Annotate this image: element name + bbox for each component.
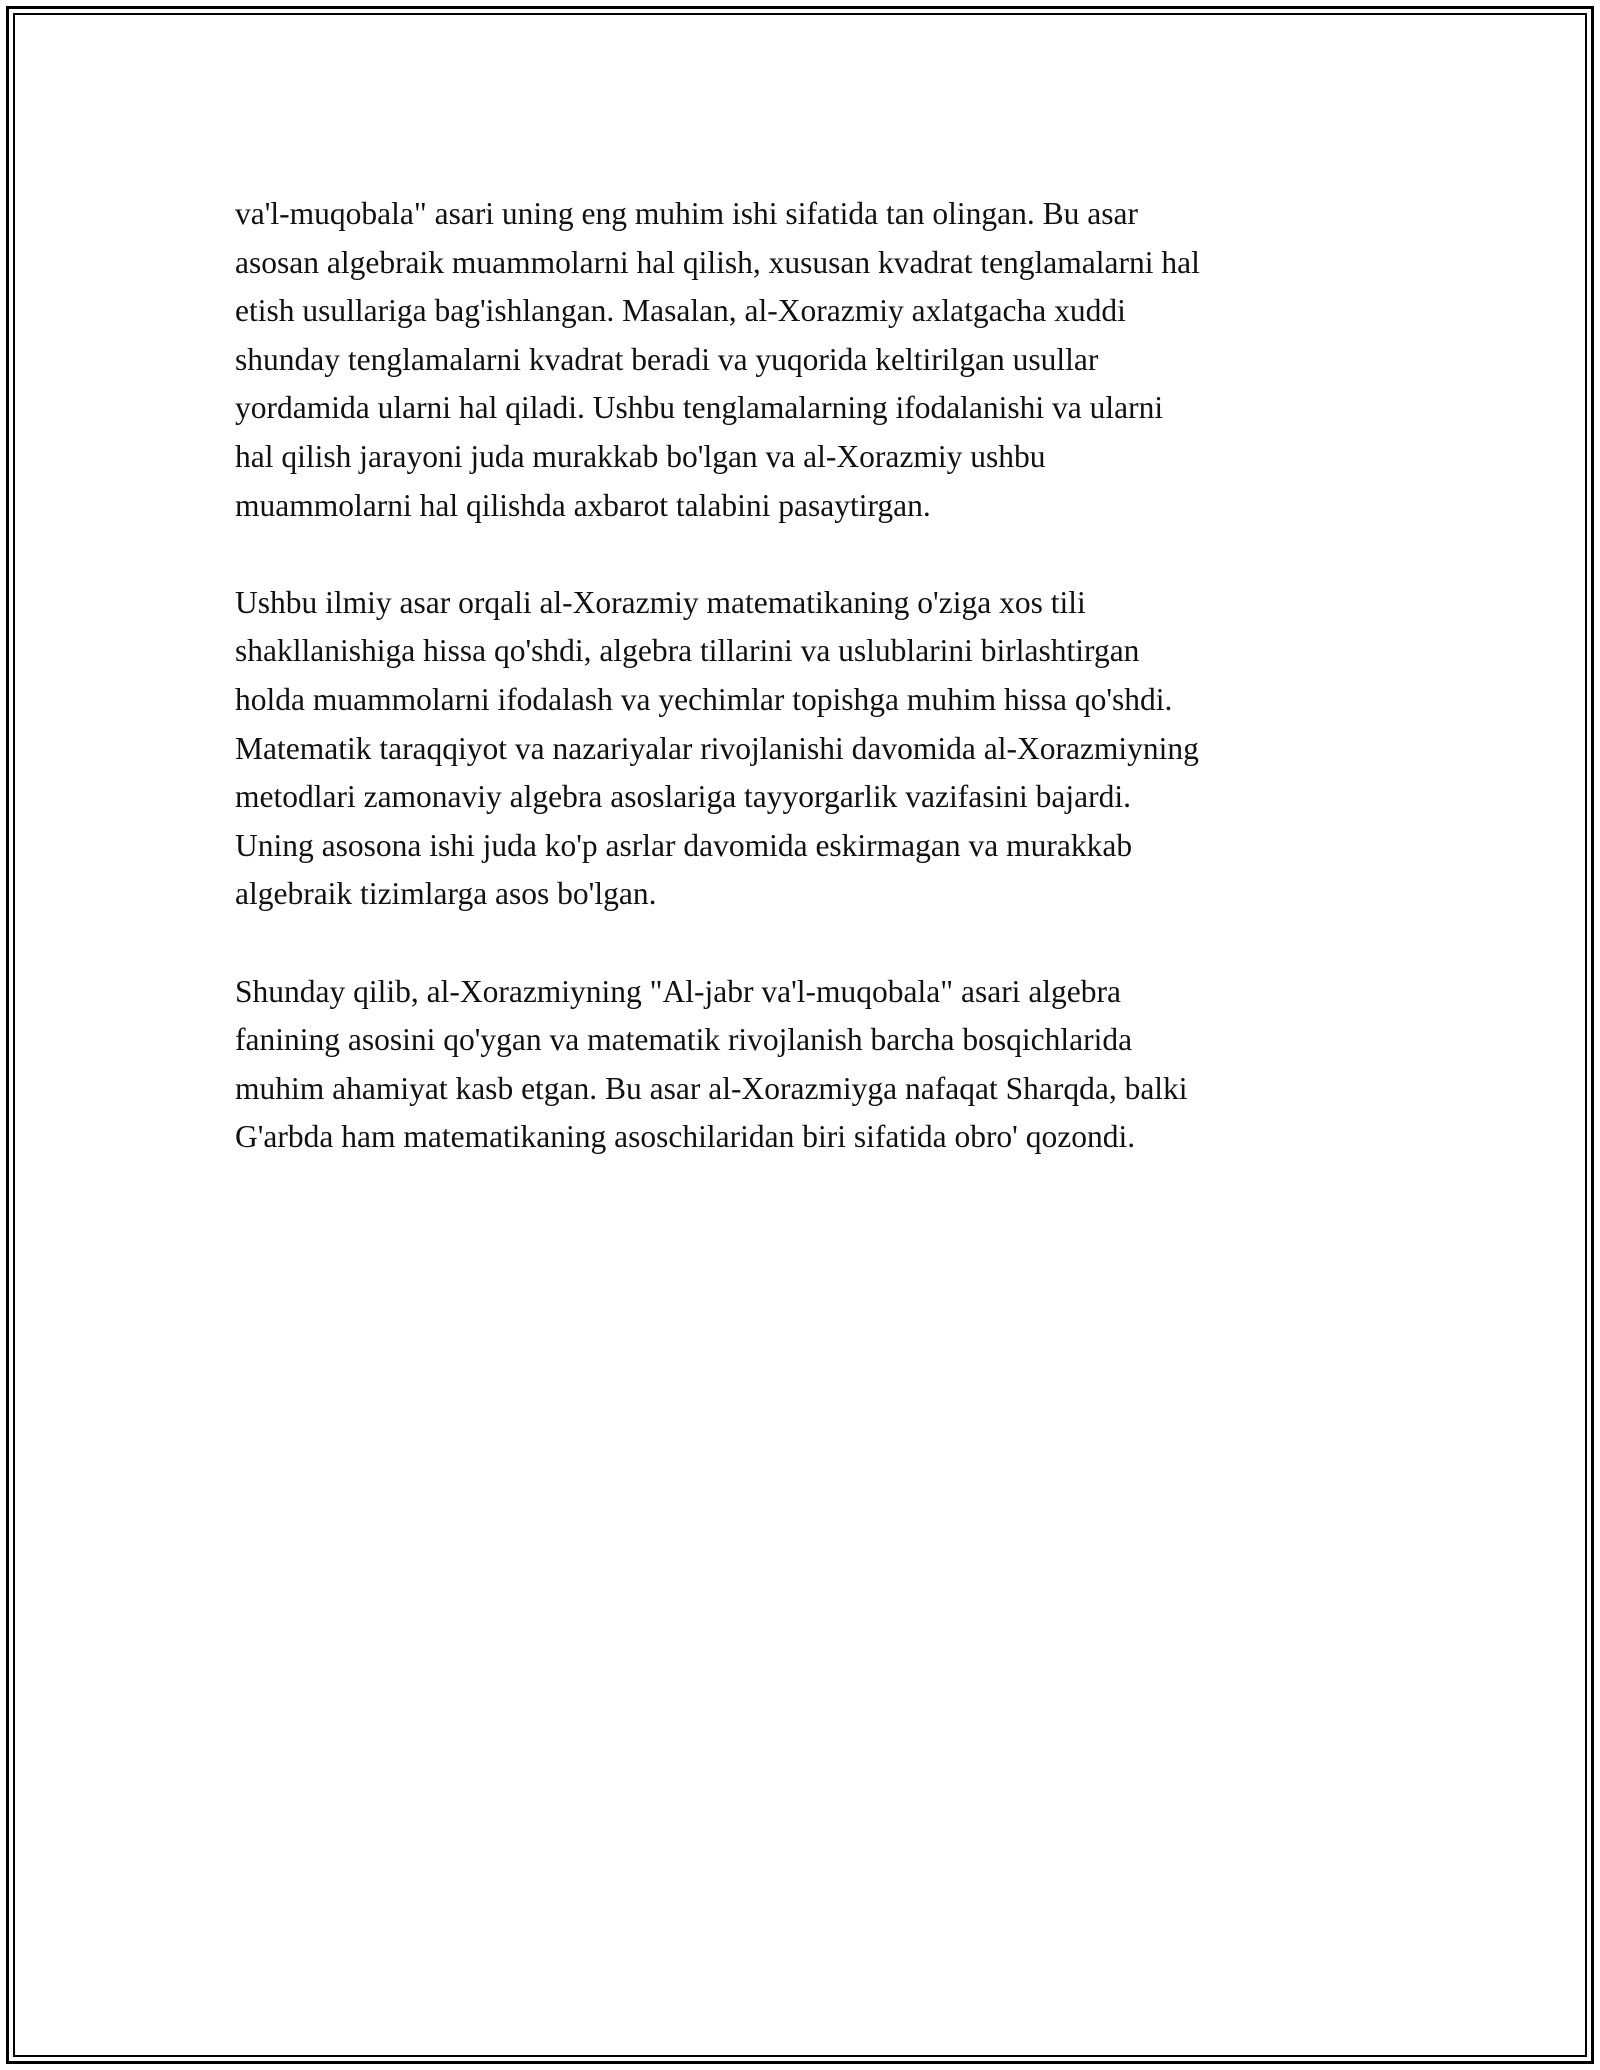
text-line: muammolarni hal qilishda axbarot talabini pasaytirgan. <box>235 487 931 523</box>
text-line: Shunday qilib, al-Xorazmiyning "Al-jabr va'l-muqobala" asari algebra <box>235 973 1121 1009</box>
text-line: G'arbda ham matematikaning asoschilaridan biri sifatida obro' qozondi. <box>235 1119 1136 1155</box>
text-line: asosan algebraik muammolarni hal qilish, xususan kvadrat tenglamalarni hal <box>235 244 1200 280</box>
text-line: yordamida ularni hal qiladi. Ushbu tenglamalarning ifodalanishi va ularni <box>235 390 1164 426</box>
text-line: Uning asosona ishi juda ko'p asrlar davomida eskirmagan va murakkab <box>235 827 1133 863</box>
text-line: shakllanishiga hissa qo'shdi, algebra tillarini va uslublarini birlashtirgan <box>235 633 1140 669</box>
text-line: metodlari zamonaviy algebra asoslariga tayyorgarlik vazifasini bajardi. <box>235 779 1131 815</box>
paragraph-3 <box>235 968 1375 1162</box>
text-line: Ushbu ilmiy asar orqali al-Xorazmiy matematikaning o'ziga xos tili <box>235 584 1086 620</box>
paragraph-1 <box>235 190 1375 530</box>
text-line: muhim ahamiyat kasb etgan. Bu asar al-Xorazmiyga nafaqat Sharqda, balki <box>235 1070 1188 1106</box>
text-line: shunday tenglamalarni kvadrat beradi va yuqorida keltirilgan usullar <box>235 341 1099 377</box>
text-line: va'l-muqobala" asari uning eng muhim ishi sifatida tan olingan. Bu asar <box>235 196 1138 231</box>
document-body <box>235 190 1375 1210</box>
text-line: fanining asosini qo'ygan va matematik rivojlanish barcha bosqichlarida <box>235 1022 1133 1058</box>
text-line: hal qilish jarayoni juda murakkab bo'lgan va al-Xorazmiy ushbu <box>235 438 1046 474</box>
text-line: Matematik taraqqiyot va nazariyalar rivojlanishi davomida al-Xorazmiyning <box>235 730 1199 766</box>
paragraph-2 <box>235 579 1375 919</box>
text-line: holda muammolarni ifodalash va yechimlar topishga muhim hissa qo'shdi. <box>235 681 1173 717</box>
text-line: etish usullariga bag'ishlangan. Masalan, al-Xorazmiy axlatgacha xuddi <box>235 293 1126 329</box>
text-line: algebraik tizimlarga asos bo'lgan. <box>235 876 657 912</box>
